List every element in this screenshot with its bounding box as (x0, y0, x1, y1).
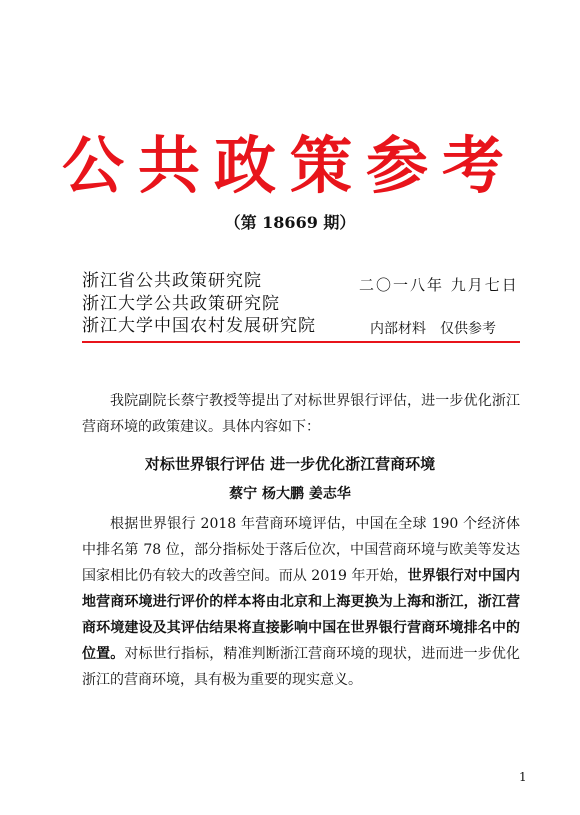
classification-label: 内部材料 仅供参考 (370, 321, 496, 337)
institution-name: 浙江省公共政策研究院 (82, 271, 262, 291)
institution-name: 浙江大学中国农村发展研究院 (82, 316, 316, 336)
masthead-title: 公共政策参考 (61, 129, 518, 202)
body-text: 根据世界银行 2018 年营商环境评估，中国在全球 190 个经济体中排名第 78 位，部分指标处于落后位次，中国营商环境与欧美等发达国家相比仍有较大的改善空间。而从 2019 年开始， (82, 516, 520, 584)
page-number: 1 (519, 770, 527, 784)
issue-date: 二〇一八年 九月七日 (359, 276, 519, 294)
article-authors: 蔡宁 杨大鹏 姜志华 (229, 486, 351, 502)
body-text: 对标世行指标，精准判断浙江营商环境的现状，进而进一步优化浙江的营商环境，具有极为重要的现实意义。 (82, 646, 521, 688)
body-text-bold: 世界银行对中国内地营商环境进行评价的样本将由北京和上海更换为上海和浙江，浙江营商环境建设及其评估结果将直接影响中国在世界银行营商环境排名中的位置。 (82, 568, 521, 662)
issue-number: （第 18669 期） (224, 213, 356, 232)
article-title: 对标世界银行评估 进一步优化浙江营商环境 (144, 455, 436, 473)
header-divider (82, 341, 520, 343)
institution-name: 浙江大学公共政策研究院 (82, 293, 280, 314)
body-paragraph (82, 511, 520, 693)
intro-paragraph: 我院副院长蔡宁教授等提出了对标世界银行评估，进一步优化浙江营商环境的政策建议。具体内容如下： (82, 393, 520, 435)
institution-list (82, 270, 316, 338)
